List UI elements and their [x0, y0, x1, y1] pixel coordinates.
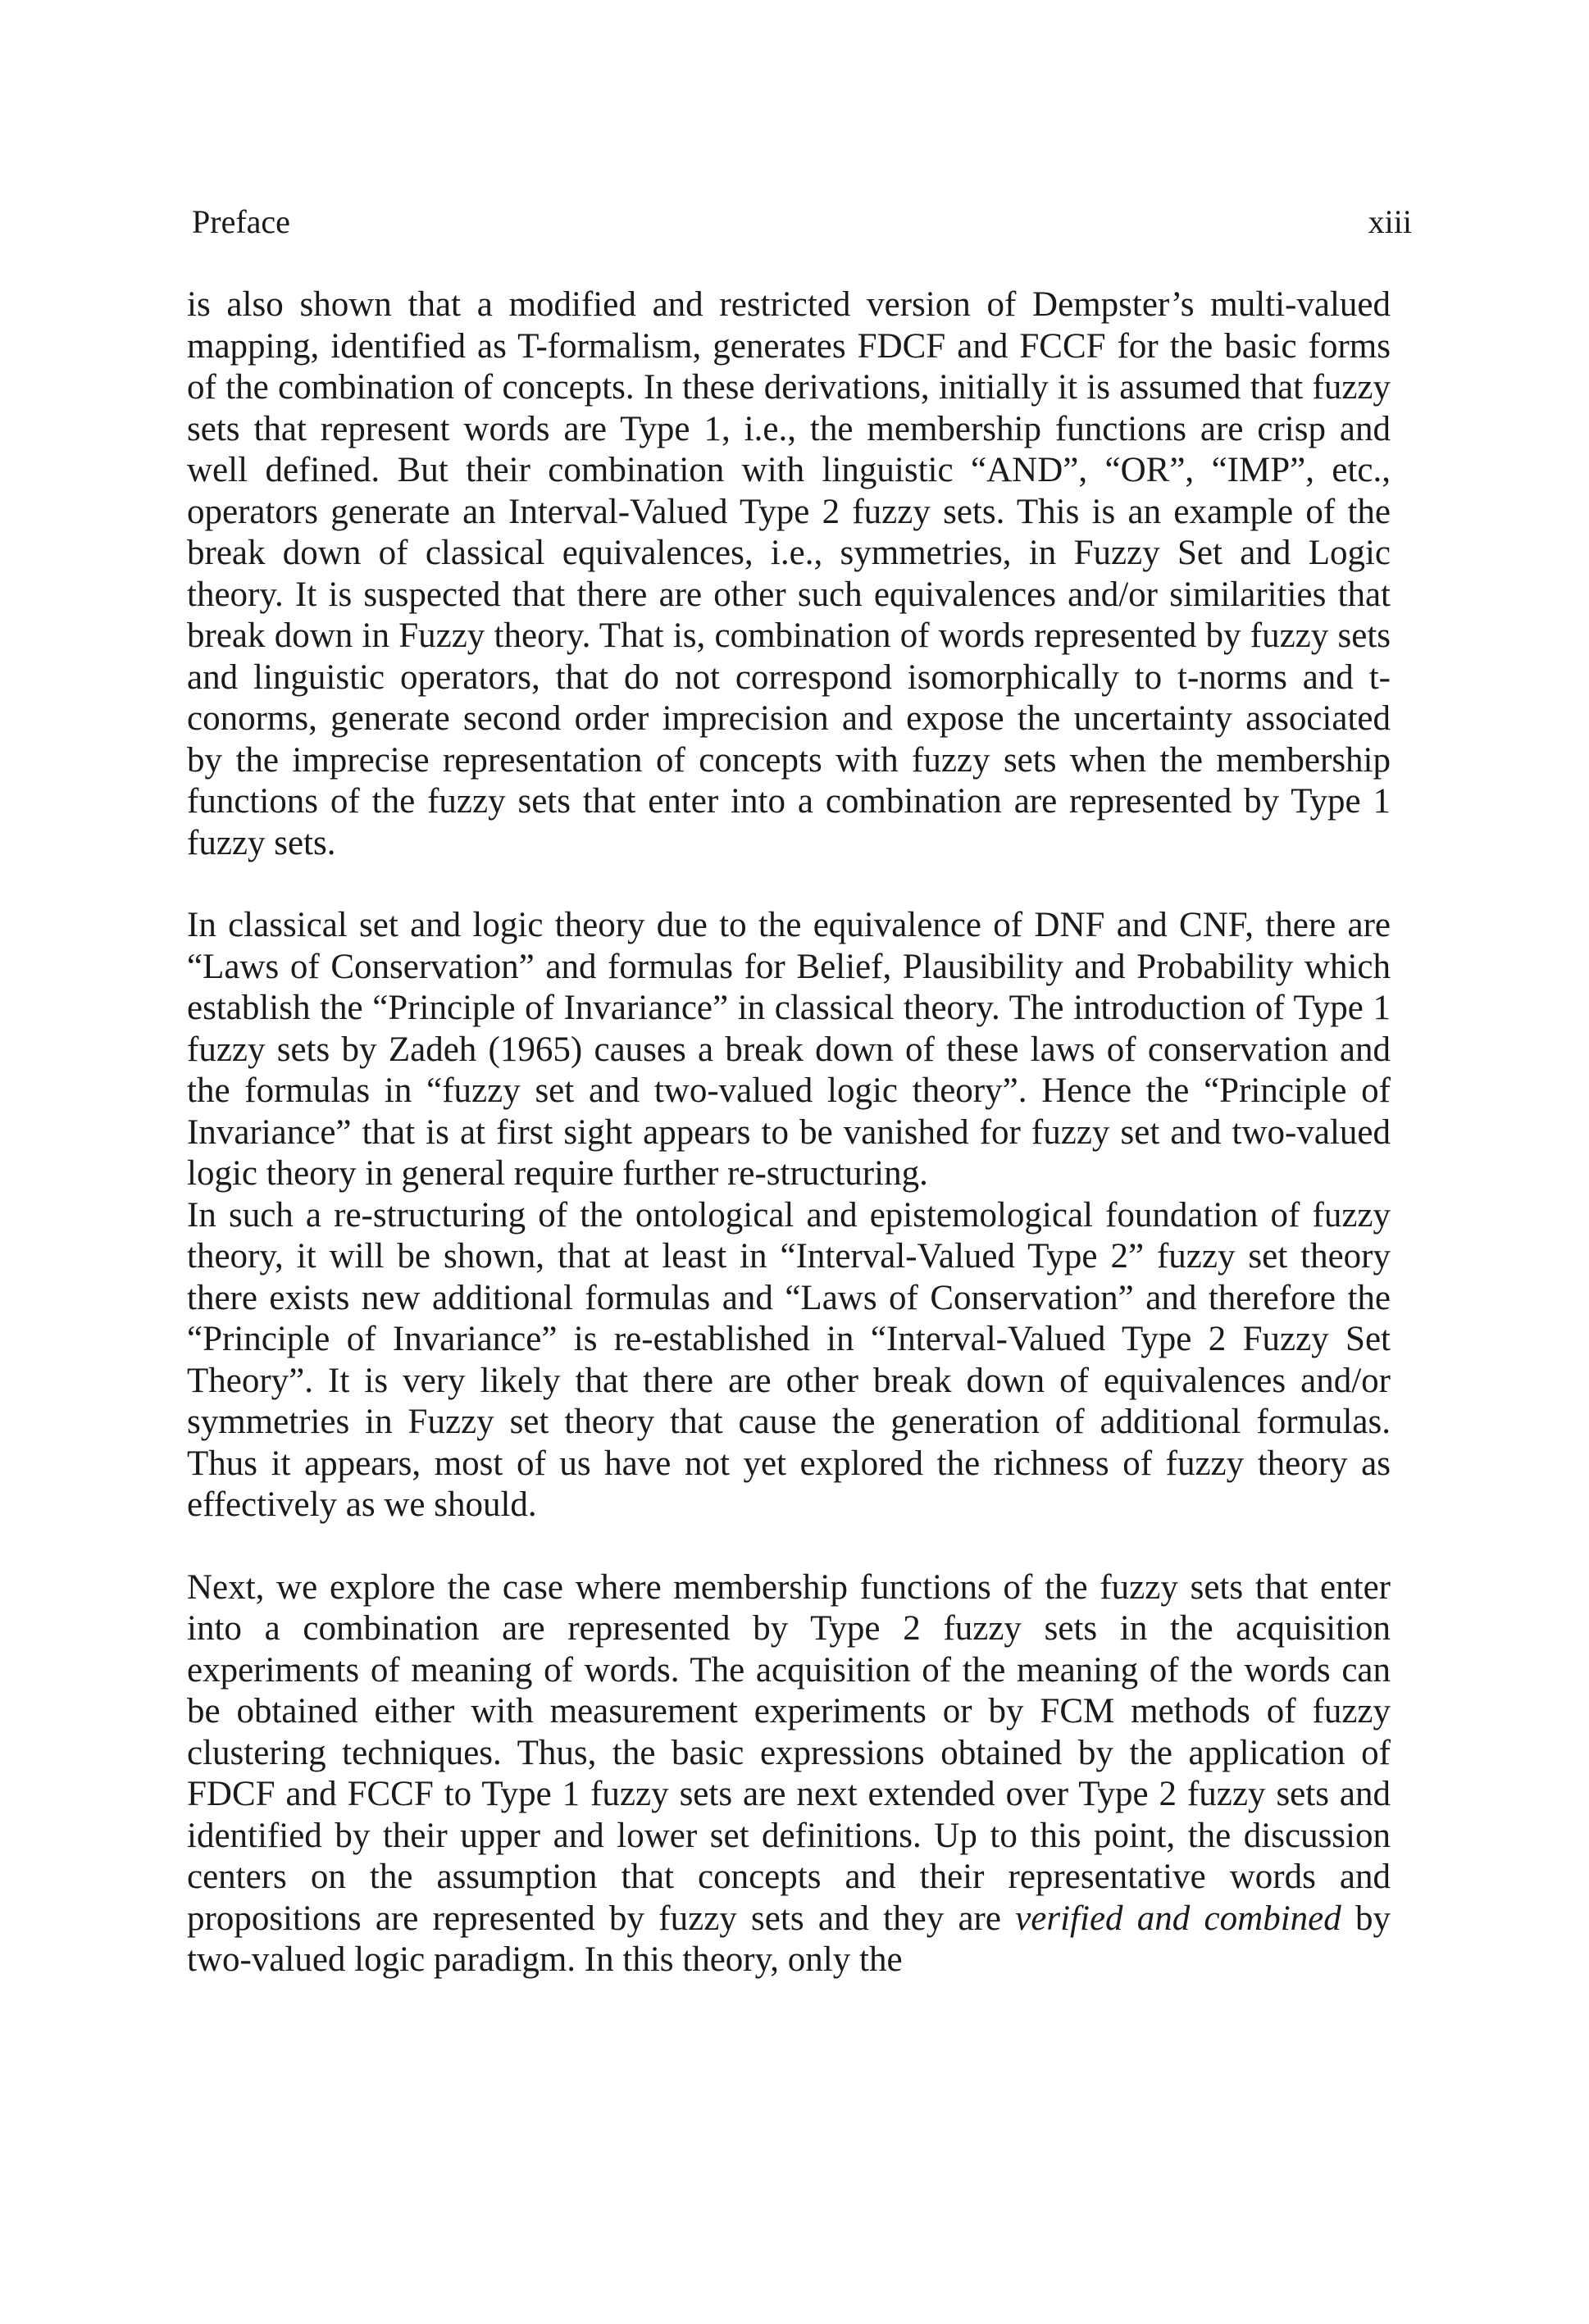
body-text: [187, 284, 1391, 1981]
paragraph-4-emphasis: verified and combined: [1015, 1899, 1341, 1938]
paragraph-1: is also shown that a modified and restricted version of Dempster’s multi-valued mapping, identified as T-formalism, generates FDCF and FCCF for the basic forms of the combination of concepts. In these derivations, initially it is assumed that fuzzy sets that represent words are Type 1, i.e., the membership functions are crisp and well defined. But their combination with linguistic “AND”, “OR”, “IMP”, etc., operators generate an Interval-Valued Type 2 fuzzy sets. This is an example of the break down of classical equivalences, i.e., symmetries, in Fuzzy Set and Logic theory. It is suspected that there are other such equivalences and/or similarities that break down in Fuzzy theory. That is, combination of words represented by fuzzy sets and linguistic operators, that do not correspond isomorphically to t-norms and t-conorms, generate second order imprecision and expose the uncertainty associated by the imprecise representation of concepts with fuzzy sets when the membership functions of the fuzzy sets that enter into a combination are represented by Type 1 fuzzy sets.: [187, 285, 1391, 862]
paragraph-2: In classical set and logic theory due to the equivalence of DNF and CNF, there are “Laws of Conservation” and formulas for Belief, Plausibility and Probability which establish the “Principle of Invariance” in classical theory. The introduction of Type 1 fuzzy sets by Zadeh (1965) causes a break down of these laws of conservation and the formulas in “fuzzy set and two-valued logic theory”. Hence the “Principle of Invariance” that is at first sight appears to be vanished for fuzzy set and two-valued logic theory in general require further re-structuring.: [187, 906, 1391, 1193]
page-number: xiii: [1368, 203, 1412, 240]
running-header: [192, 202, 1412, 242]
paragraph-4: [187, 1567, 1391, 1981]
paragraph-4-text-after: by two-valued logic paradigm. In this theory, only the: [187, 1899, 1391, 1979]
section-title: Preface: [192, 203, 290, 240]
paragraph-3: In such a re-structuring of the ontological and epistemological foundation of fuzzy theory, it will be shown, that at least in “Interval-Valued Type 2” fuzzy set theory there exists new additional formulas and “Laws of Conservation” and therefore the “Principle of Invariance” is re-established in “Interval-Valued Type 2 Fuzzy Set Theory”. It is very likely that there are other break down of equivalences and/or symmetries in Fuzzy set theory that cause the generation of additional formulas. Thus it appears, most of us have not yet explored the richness of fuzzy theory as effectively as we should.: [187, 1195, 1391, 1524]
paragraph-4-text-before: Next, we explore the case where membership functions of the fuzzy sets that enter into a combination are represented by Type 2 fuzzy sets in the acquisition experiments of meaning of words. The acquisition of the meaning of the words can be obtained either with measurement experiments or by FCM methods of fuzzy clustering techniques. Thus, the basic expressions obtained by the application of FDCF and FCCF to Type 1 fuzzy sets are next extended over Type 2 fuzzy sets and identified by their upper and lower set definitions. Up to this point, the discussion centers on the assumption that concepts and their representative words and propositions are represented by fuzzy sets and they are: [187, 1567, 1391, 1938]
